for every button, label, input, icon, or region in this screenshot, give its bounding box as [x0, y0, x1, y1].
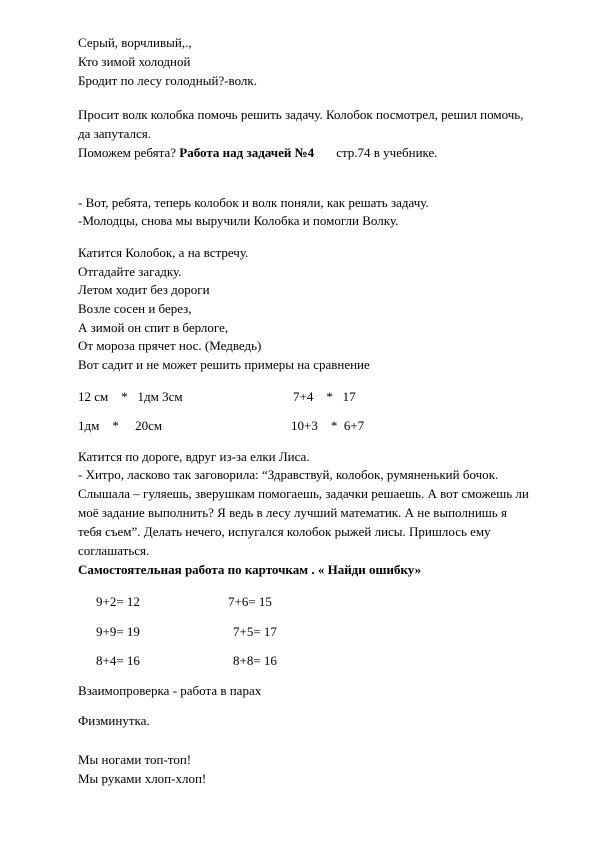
wolf-request-line-1: Просит волк колобка помочь решить задачу. Колобок посмотрел, решил помочь, [78, 107, 524, 122]
bear-line-4: Возле сосен и берез, [78, 301, 192, 316]
riddle-line-2: Кто зимой холодной [78, 54, 191, 69]
card-3-right: 8+8= 16 [233, 653, 277, 668]
card-2-right: 7+5= 17 [233, 624, 277, 639]
comparison-2-right: 10+3 * 6+7 [291, 418, 365, 433]
understood-line-1: - Вот, ребята, теперь колобок и волк поняли, как решать задачу. [78, 195, 429, 210]
independent-bold: Самостоятельная работа по карточкам [78, 562, 309, 577]
bear-line-2: Отгадайте загадку. [78, 264, 182, 279]
bear-line-6: От мороза прячет нос. (Медведь) [78, 338, 262, 353]
help-prefix: Поможем ребята? [78, 145, 180, 160]
help-bold: Работа над задачей №4 [179, 145, 315, 160]
independent-work-heading [78, 562, 421, 578]
fox-line-6: соглашаться. [78, 543, 150, 558]
fox-line-3: Слышала – гуляешь, зверушкам помогаешь, задачки решаешь. А вот сможешь ли [78, 486, 529, 501]
comparison-1-left: 12 см * 1дм 3см [78, 389, 183, 404]
help-suffix: стр.74 в учебнике. [336, 145, 438, 160]
understood-line-2: -Молодцы, снова мы выручили Колобка и помогли Волку. [78, 213, 399, 228]
fox-line-2: - Хитро, ласково так заговорила: “Здравствуй, колобок, румяненький бочок. [78, 467, 499, 482]
comparison-2-left: 1дм * 20см [78, 418, 163, 433]
comparison-1-right: 7+4 * 17 [293, 389, 356, 404]
help-line [78, 145, 438, 161]
peer-check: Взаимопроверка - работа в парах [78, 683, 262, 698]
fox-line-1: Катится по дороге, вдруг из-за елки Лиса. [78, 449, 310, 464]
fox-line-4: моё задание выполнить? Я ведь в лесу лучший математик. А не выполнишь я [78, 505, 507, 520]
card-1-right: 7+6= 15 [228, 594, 272, 609]
bear-line-5: А зимой он спит в берлоге, [78, 320, 229, 335]
bear-line-1: Катится Колобок, а на встречу. [78, 245, 249, 260]
card-3-left: 8+4= 16 [96, 653, 140, 668]
rhyme-line-2: Мы руками хлоп-хлоп! [78, 771, 207, 786]
independent-suffix: . « Найди ошибку» [308, 562, 422, 577]
card-1-left: 9+2= 12 [96, 594, 140, 609]
fox-line-5: тебя съем”. Делать нечего, испугался колобок рыжей лисы. Пришлось ему [78, 524, 491, 539]
physminute: Физминутка. [78, 713, 150, 728]
bear-line-3: Летом ходит без дороги [78, 282, 210, 297]
riddle-line-3: Бродит по лесу голодный?-волк. [78, 73, 257, 88]
wolf-request-line-2: да запутался. [78, 126, 152, 141]
riddle-line-1: Серый, ворчливый,., [78, 35, 192, 50]
card-2-left: 9+9= 19 [96, 624, 140, 639]
rhyme-line-1: Мы ногами топ-топ! [78, 752, 192, 767]
bear-line-7: Вот садит и не может решить примеры на сравнение [78, 357, 370, 372]
